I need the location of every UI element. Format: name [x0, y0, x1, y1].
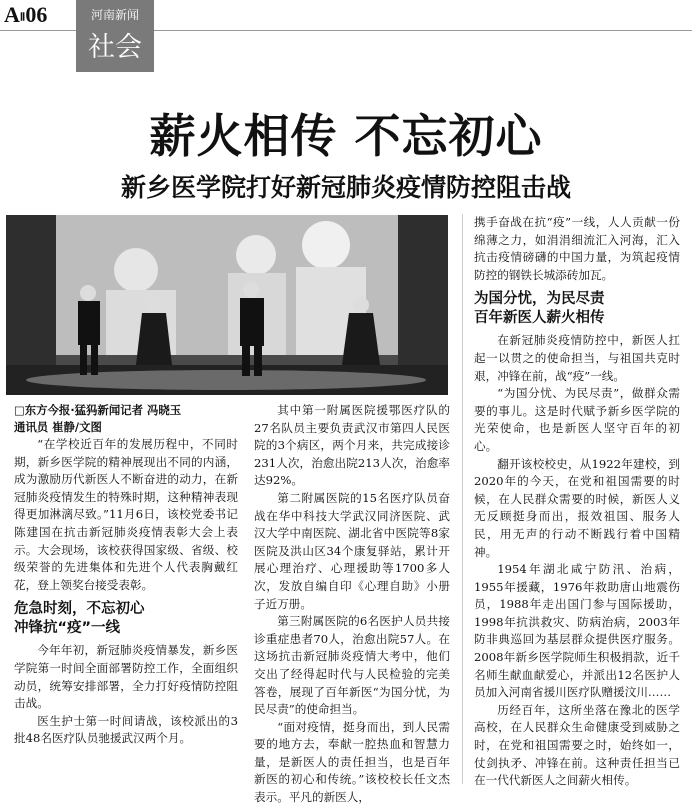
paragraph: 今年年初，新冠肺炎疫情暴发，新乡医学院第一时间全面部署防控工作，全面组织动员，统筹安排部署，全力打好疫情防控阻击战。: [14, 643, 238, 711]
paragraph: “为国分忧、为民尽责”，做群众需要的事儿。这是时代赋予新乡医学院的光荣使命，也是新医人坚守百年的初心。: [474, 386, 680, 453]
subheadline: 新乡医学院打好新冠肺炎疫情防控阻击战: [120, 173, 571, 202]
paper-name: 河南新闻: [90, 8, 139, 22]
paragraph: 其中第一附属医院援鄂医疗队的27名队员主要负责武汉市第四人民医院的3个病区，两个月来，共完成接诊231人次，治愈出院213人次，治愈率达92%。: [254, 403, 450, 488]
subheading: [474, 290, 680, 328]
paragraph: 携手奋战在抗“疫”一线，人人贡献一份绵薄之力，如涓涓细流汇入河海，汇入抗击疫情磅礴的中国力量，为筑起疫情防控的钢铁长城添砖加瓦。: [474, 215, 680, 282]
article-column-3: [474, 214, 680, 790]
headline: 薪火相传 不忘初心: [149, 109, 543, 163]
subheading-line: 危急时刻，不忘初心: [14, 601, 145, 618]
byline-correspondent: 通讯员 崔静/文图: [14, 420, 102, 434]
paragraph: 1954年湖北咸宁防汛、治病，1955年援藏，1976年救助唐山地震伤员，1988年走出国门参与国际援助，1998年抗洪救灾、防病治病，2003年防非典巡回为基层群众提供医疗服务。2008年新乡医学院师生积极捐款，近千名师生献血献爱心，并派出12名医护人员加入河南省援川医疗队赠援汶川……: [474, 562, 680, 700]
paragraph: “面对疫情，挺身而出，到人民需要的地方去，奉献一腔热血和智慧力量，是新医人的责任担当，也是百年新医的初心和传统。”该校校长任文杰表示。平凡的新医人，: [254, 719, 450, 805]
subheading-line: 为国分忧，为民尽责: [474, 291, 605, 308]
paragraph: 第三附属医院的6名医护人员共接诊重症患者70人，治愈出院57人。在这场抗击新冠肺炎疫情大考中，他们交出了经得起时代与人民检验的完美答卷，展现了百年新医“为国分忧，为民尽责”的使命担当。: [254, 614, 450, 717]
paragraph: 翻开该校校史，从1922年建校，到2020年的今天，在党和祖国需要的时候，在人民群众需要的时候，新医人义无反顾挺身而出，报效祖国、服务人民，用无声的行动不断践行着中国精神。: [474, 456, 680, 559]
page-number: AⅡ06: [4, 2, 48, 27]
paragraph: 医生护士第一时间请战，该校派出的3批48名医疗队员驰援武汉两个月。: [14, 713, 238, 746]
subheading: [14, 600, 238, 638]
paragraph: 在新冠肺炎疫情防控中，新医人扛起一以贯之的使命担当，与祖国共克时艰，冲锋在前，战“疫”一线。: [474, 333, 680, 383]
paragraph: 历经百年，这所坐落在豫北的医学高校，在人民群众生命健康受到威胁之时，在党和祖国需要之时，始终如一，仗剑执矛、冲锋在前。这种责任担当已在一代代新医人之间薪火相传。: [474, 702, 680, 788]
section-badge: [76, 0, 154, 72]
stage-photo: [6, 215, 448, 395]
paragraph: 第二附属医院的15名医疗队员奋战在华中科技大学武汉同济医院、武汉大学中南医院、湖北省中医院等8家医院及洪山区34个康复驿站，累计开展心理治疗、心理援助等1700多人次，发放自编自印《心理自助》小册子近万册。: [254, 490, 450, 611]
byline-reporter: □东方今报·猛犸新闻记者 冯晓玉: [14, 403, 182, 417]
section-name: 社会: [88, 32, 142, 63]
stage-photo-graphic: [6, 215, 448, 395]
paragraph: “在学校近百年的发展历程中，不同时期，新乡医学院的精神展现出不同的内涵，成为激励历代新医人不断奋进的动力，在新冠肺炎疫情发生的特殊时期，这种精神表现得更加淋漓尽致。”11月6日，该校党委书记陈建国在抗击新冠肺炎疫情表彰大会上表示。大会现场，该校获得国家级、省级、校级荣誉的先进集体和先进个人代表胸戴红花，登上领奖台接受表彰。: [14, 437, 238, 592]
column-divider: [462, 214, 463, 784]
subheading-line: 百年新医人薪火相传: [474, 310, 605, 327]
subheading-line: 冲锋抗“疫”一线: [14, 620, 121, 637]
article-column-2: [254, 402, 450, 807]
article-column-1: [14, 402, 238, 748]
